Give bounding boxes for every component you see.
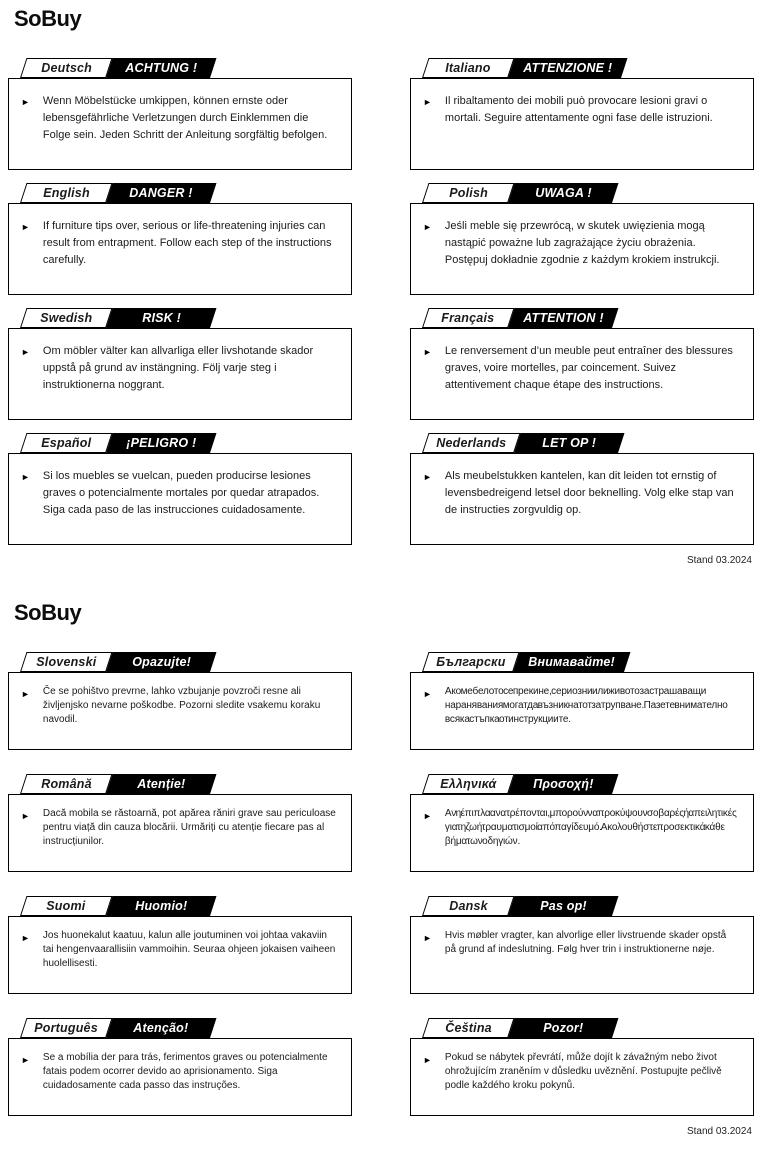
- language-tab-label: Deutsch: [40, 61, 92, 75]
- warning-text: Il ribaltamento dei mobili può provocare lesioni gravi o mortali. Seguire attentamente ogni fase delle istruzioni.: [444, 95, 713, 125]
- tab-row: [422, 308, 760, 328]
- warning-tab-label: RISK !: [141, 311, 181, 325]
- language-tab: [422, 652, 520, 672]
- tab-row: [422, 652, 760, 672]
- language-tab: [20, 58, 112, 78]
- tab-row: [20, 58, 358, 78]
- warning-tab: [106, 433, 216, 453]
- warning-grid-page2: [8, 652, 754, 1116]
- warning-tab: [106, 774, 216, 794]
- arrow-bullet-icon: ►: [21, 347, 30, 357]
- warning-text: Se a mobília der para trás, ferimentos graves ou potencialmente fatais podem ocorrer devido ao aprisionamento. Siga cuidadosamente cada passo das instruções.: [42, 1052, 328, 1091]
- arrow-bullet-icon: ►: [21, 689, 30, 699]
- warning-tab-label: DANGER !: [129, 186, 193, 200]
- warning-tab-label: ATTENZIONE !: [523, 61, 613, 75]
- warning-tab: [106, 308, 216, 328]
- language-tab: [422, 774, 514, 794]
- warning-block: [8, 652, 352, 750]
- warning-text: Dacă mobila se răstoarnă, pot apărea răniri grave sau periculoase pentru viață din cauza blocării. Urmăriți cu atenție fiecare pas al instrucțiunilor.: [42, 808, 336, 847]
- arrow-bullet-icon: ►: [21, 222, 30, 232]
- warning-text: Le renversement d’un meuble peut entraîner des blessures graves, voire mortelles, par coincement. Suivez attentivement chaque étape des instructions.: [444, 345, 733, 392]
- warning-tab-label: UWAGA !: [534, 186, 592, 200]
- warning-box: [410, 1038, 754, 1116]
- language-tab-label: Suomi: [46, 899, 86, 913]
- tab-row: [422, 58, 760, 78]
- language-tab: [20, 183, 112, 203]
- language-tab-label: Български: [436, 655, 506, 669]
- language-tab-label: Ελληνικά: [440, 777, 497, 791]
- warning-tab-label: Внимавайте!: [528, 655, 616, 669]
- warning-block: [410, 774, 754, 872]
- arrow-bullet-icon: ►: [423, 347, 432, 357]
- warning-block: [410, 183, 754, 295]
- language-tab: [422, 183, 514, 203]
- warning-tab: [508, 896, 618, 916]
- warning-text: Če se pohištvo prevrne, lahko vzbujanje povzroči resne ali življenjsko nevarne poškodbe. Pozorni sledite vsakemu koraku navodil.: [42, 686, 321, 725]
- warning-tab: [508, 58, 627, 78]
- warning-box: [8, 78, 352, 170]
- warning-tab: [514, 433, 624, 453]
- warning-tab-label: Huomio!: [135, 899, 188, 913]
- warning-text: Pokud se nábytek převrátí, může dojít k závažným nebo život ohrožujícím zraněním v důsledku uvěznění. Postupujte pečlivě podle každého kroku pokynů.: [444, 1052, 722, 1091]
- arrow-bullet-icon: ►: [423, 1055, 432, 1065]
- version-stamp-page1: Stand 03.2024: [686, 555, 752, 566]
- warning-text: Si los muebles se vuelcan, pueden producirse lesiones graves o potencialmente mortales por quedar atrapados. Siga cada paso de las instrucciones cuidadosamente.: [42, 470, 320, 517]
- warning-tab: [106, 58, 216, 78]
- tab-row: [20, 774, 358, 794]
- arrow-bullet-icon: ►: [21, 1055, 30, 1065]
- warning-tab-label: LET OP !: [542, 436, 597, 450]
- warning-box: [410, 203, 754, 295]
- language-tab-label: Slovenski: [36, 655, 97, 669]
- warning-box: [410, 794, 754, 872]
- language-tab: [422, 896, 514, 916]
- language-tab-label: Čeština: [444, 1021, 492, 1035]
- warning-box: [410, 672, 754, 750]
- warning-text: Ако мебелото се прекине, сериозни или животозастрашаващи наранявания могат да възникнат от затрупване. Пазете внимателно всяка стъпка от инструкциите.: [444, 686, 728, 725]
- warning-block: [410, 652, 754, 750]
- language-tab: [422, 433, 521, 453]
- tab-row: [20, 308, 358, 328]
- language-tab: [422, 308, 514, 328]
- tab-row: [20, 433, 358, 453]
- warning-box: [8, 1038, 352, 1116]
- warning-text: Als meubelstukken kantelen, kan dit leiden tot ernstig of levensbedreigend letsel door beknelling. Volg elke stap van de instructies zorgvuldig op.: [444, 470, 734, 517]
- language-tab: [20, 308, 112, 328]
- warning-box: [410, 916, 754, 994]
- warning-box: [410, 328, 754, 420]
- language-tab-label: Português: [34, 1021, 99, 1035]
- language-tab: [422, 58, 514, 78]
- warning-block: [8, 774, 352, 872]
- warning-tab: [508, 183, 618, 203]
- arrow-bullet-icon: ►: [423, 811, 432, 821]
- tab-row: [20, 896, 358, 916]
- warning-tab-label: ATTENTION !: [523, 311, 604, 325]
- warning-tab-label: Pozor!: [543, 1021, 584, 1035]
- tab-row: [20, 1018, 358, 1038]
- language-tab: [20, 652, 112, 672]
- warning-block: [8, 308, 352, 420]
- arrow-bullet-icon: ►: [21, 811, 30, 821]
- warning-text: Om möbler välter kan allvarliga eller livshotande skador uppstå på grund av instängning. Följ varje steg i instruktionerna noggrant.: [42, 345, 314, 392]
- warning-text: Αν η έπιπλα ανατρέπονται, μπορούν να προκύψουν σοβαρές ή απειλητικές για τη ζωή τραυματισμοί από παγίδευμό. Ακολουθήστε προσεκτικά κάθε βήμα των οδηγιών.: [444, 808, 737, 847]
- warning-box: [8, 794, 352, 872]
- warning-text: Jeśli meble się przewrócą, w skutek uwięzienia mogą nastąpić poważne lub zagrażające życiu obrażenia. Postępuj dokładnie zgodnie z każdym krokiem instrukcji.: [444, 220, 720, 267]
- warning-block: [8, 433, 352, 545]
- language-tab-label: Nederlands: [436, 436, 507, 450]
- page-1: [8, 6, 754, 566]
- warning-block: [410, 58, 754, 170]
- arrow-bullet-icon: ►: [423, 97, 432, 107]
- arrow-bullet-icon: ►: [21, 472, 30, 482]
- warning-block: [410, 896, 754, 994]
- arrow-bullet-icon: ►: [423, 933, 432, 943]
- warning-tab: [513, 652, 630, 672]
- arrow-bullet-icon: ►: [423, 689, 432, 699]
- tab-row: [422, 896, 760, 916]
- warning-grid-page1: [8, 58, 754, 545]
- page-2: [8, 600, 754, 1137]
- warning-tab-label: ¡PELIGRO !: [126, 436, 197, 450]
- language-tab: [20, 896, 112, 916]
- brand-logo: SoBuy: [14, 6, 82, 31]
- warning-tab: [508, 1018, 618, 1038]
- language-tab-label: Français: [441, 311, 495, 325]
- warning-tab-label: Opazujte!: [131, 655, 191, 669]
- warning-block: [8, 1018, 352, 1116]
- tab-row: [422, 774, 760, 794]
- warning-tab-label: Προσοχή!: [533, 777, 594, 791]
- warning-tab-label: Atenție!: [137, 777, 186, 791]
- warning-block: [410, 1018, 754, 1116]
- language-tab-label: Italiano: [445, 61, 491, 75]
- warning-tab: [508, 308, 619, 328]
- warning-block: [410, 433, 754, 545]
- warning-tab-label: Pas op!: [539, 899, 587, 913]
- language-tab: [422, 1018, 514, 1038]
- arrow-bullet-icon: ►: [423, 222, 432, 232]
- language-tab: [20, 433, 112, 453]
- tab-row: [422, 1018, 760, 1038]
- language-tab: [20, 1018, 112, 1038]
- warning-box: [410, 453, 754, 545]
- brand-logo: SoBuy: [14, 600, 82, 625]
- language-tab-label: Swedish: [40, 311, 93, 325]
- warning-box: [410, 78, 754, 170]
- arrow-bullet-icon: ►: [21, 933, 30, 943]
- language-tab-label: Polish: [448, 186, 488, 200]
- tab-row: [422, 433, 760, 453]
- warning-text: Hvis møbler vragter, kan alvorlige eller livstruende skader opstå på grund af indeslutning. Følg hver trin i instruktionerne nøje.: [444, 930, 727, 955]
- language-tab: [20, 774, 112, 794]
- arrow-bullet-icon: ►: [21, 97, 30, 107]
- warning-block: [8, 183, 352, 295]
- tab-row: [422, 183, 760, 203]
- tab-row: [20, 183, 358, 203]
- warning-block: [410, 308, 754, 420]
- warning-tab: [508, 774, 618, 794]
- language-tab-label: Español: [41, 436, 92, 450]
- warning-block: [8, 896, 352, 994]
- warning-text: Jos huonekalut kaatuu, kalun alle joutuminen voi johtaa vakaviin tai hengenvaarallisiin vammoihin. Seuraa ohjeen jokaisen vaiheen huolellisesti.: [42, 930, 336, 969]
- language-tab-label: Română: [40, 777, 92, 791]
- warning-tab: [106, 183, 216, 203]
- warning-text: If furniture tips over, serious or life-threatening injuries can result from entrapment. Follow each step of the instructions carefully.: [42, 220, 332, 267]
- warning-box: [8, 453, 352, 545]
- language-tab-label: Dansk: [448, 899, 488, 913]
- tab-row: [20, 652, 358, 672]
- warning-tab-label: Atenção!: [133, 1021, 189, 1035]
- warning-box: [8, 916, 352, 994]
- warning-tab: [106, 896, 216, 916]
- warning-block: [8, 58, 352, 170]
- warning-tab-label: ACHTUNG !: [125, 61, 198, 75]
- version-stamp-page2: Stand 03.2024: [686, 1126, 752, 1137]
- arrow-bullet-icon: ►: [423, 472, 432, 482]
- warning-box: [8, 203, 352, 295]
- warning-box: [8, 672, 352, 750]
- warning-tab: [106, 652, 216, 672]
- warning-tab: [106, 1018, 216, 1038]
- warning-text: Wenn Möbelstücke umkippen, können ernste oder lebensgefährliche Verletzungen durch Einklemmen die Folge sein. Jeden Schritt der Anleitung sorgfältig befolgen.: [42, 95, 328, 142]
- warning-box: [8, 328, 352, 420]
- language-tab-label: English: [42, 186, 90, 200]
